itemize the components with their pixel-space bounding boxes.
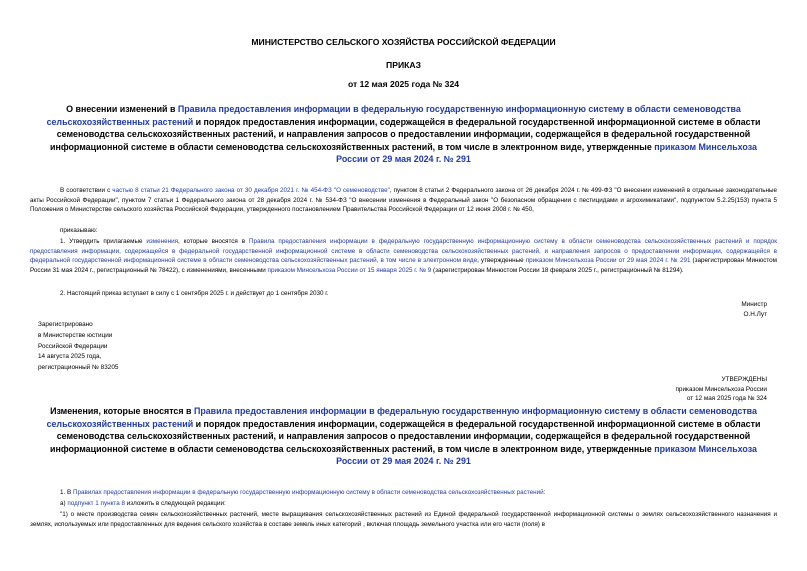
registration-line: регистрационный № 83205 bbox=[38, 364, 119, 372]
changes-title bbox=[46, 405, 761, 468]
change1a-body: "1) о месте производства семян сельскохозяйственных растений, месте выращивания сельскохозяйственных растений из Единой федеральной государственной информационной системы о землях сельскохозяйственного назначения и землях, используемых или предоставленных для ведения сельского хозяйства в составе земель иных категорий bbox=[30, 511, 777, 528]
item1-changes-link[interactable]: изменения bbox=[146, 238, 179, 245]
change1a-text-2: изложить в следующей редакции: bbox=[124, 500, 226, 507]
change-1 bbox=[30, 488, 777, 498]
item1-rules-link[interactable]: Правила предоставления информации в федеральную государственную информационную систему в области семеноводства сельскохозяйственных растений и порядок предоставления информации, содержащейся в федеральной государственной информационной системе в области семеноводства сельскохозяйственных растений, и направления запросов о предоставлении информации, содержащейся в федеральной государственной информационной системе в области семеноводства сельскохозяйственных растений, в том числе в электронном виде bbox=[30, 238, 778, 265]
item1-order-link[interactable]: приказом Минсельхоза России от 29 мая 2024 г. № 291 bbox=[525, 257, 691, 265]
changes-title-rules-link[interactable]: Правила предоставления информации в федеральную государственную информационную систему в области семеноводства сельскохозяйственных растений bbox=[46, 406, 757, 429]
title-prefix: О внесении изменений в bbox=[66, 104, 178, 114]
approved-line: от 12 мая 2025 года № 324 bbox=[686, 395, 767, 403]
title-order-link[interactable]: приказом Минсельхоза России от 29 мая 2024 г. № 291 bbox=[336, 141, 757, 165]
ministry-header: МИНИСТЕРСТВО СЕЛЬСКОГО ХОЗЯЙСТВА РОССИЙСКОЙ ФЕДЕРАЦИИ bbox=[251, 37, 556, 47]
title-middle: и порядок предоставления информации, содержащейся в федеральной государственной информационной системе в области семеноводства сельскохозяйственных растений, и направления запросов о предоставлении информации, содержащейся в федеральной государственной информационной системе в области семеноводства сельскохозяйственных растений, в том числе в электронном виде, утвержденные bbox=[50, 116, 761, 152]
preamble-text-2: , пунктом 8 статьи 2 Федерального закона от 26 декабря 2024 г. № 499-ФЗ "О внесении изменений в отдельные законодательные акты Российской Федерации", пунктом 7 статьи 1 Федерального закона от 28 декабря 2024 г. № 534-ФЗ "О внесении изменения в Федеральный закон "О безопасном обращении с пестицидами и агрохимикатами", подпунктом 5.2.25(153) пункта 5 Положения о Министерстве сельского хозяйства Российской Федерации, утвержденного постановлением Правительства Российской Федерации от 12 июня 2008 г. № 450, bbox=[30, 187, 777, 214]
item-1 bbox=[30, 237, 777, 275]
item1-text-2: , которые вносятся в bbox=[178, 238, 249, 245]
signature-block bbox=[741, 300, 767, 319]
change1-rules-link[interactable]: Правилах предоставления информации в федеральную государственную информационную систему в области семеноводства сельскохозяйственных растений bbox=[72, 489, 544, 496]
order-title bbox=[46, 103, 761, 166]
change1a-link[interactable]: подпункт 1 пункта 8 bbox=[67, 500, 125, 507]
signature-position: Министр bbox=[741, 301, 767, 308]
item1-text-4: (зарегистрирован Минюстом России 31 мая 2024 г., регистрационный № 78422), с изменениями, внесенными bbox=[30, 257, 777, 274]
change-1a bbox=[30, 499, 777, 509]
item-2: 2. Настоящий приказ вступает в силу с 1 сентября 2025 г. и действует до 1 сентября 2030 г. bbox=[60, 290, 329, 297]
item1-text-3: , утвержденные bbox=[477, 257, 526, 265]
approved-block bbox=[675, 375, 767, 404]
order-word: приказываю: bbox=[60, 227, 98, 234]
title-rules-link[interactable]: Правила предоставления информации в федеральную государственную информационную систему в области семеноводства сельскохозяйственных растений bbox=[46, 104, 741, 127]
preamble-text-1: В соответствии с bbox=[60, 187, 113, 194]
doc-date-number: от 12 мая 2025 года № 324 bbox=[347, 79, 460, 89]
change1a-tail: , включая площадь земельного участка или его части (поля) в bbox=[363, 520, 545, 528]
item1-amend-order-link[interactable]: приказом Минсельхоза России от 15 января 2025 г. № 9 bbox=[267, 266, 432, 274]
change1-text-1: 1. В bbox=[60, 489, 73, 496]
item1-text-1: 1. Утвердить прилагаемые bbox=[60, 238, 147, 245]
registration-block bbox=[38, 320, 118, 374]
preamble-paragraph bbox=[30, 186, 777, 215]
change-1a-text bbox=[30, 510, 777, 529]
approved-line: УТВЕРЖДЕНЫ bbox=[721, 376, 767, 383]
changes-title-order-link[interactable]: приказом Минсельхоза России от 29 мая 2024 г. № 291 bbox=[336, 443, 757, 467]
change1a-text-1: а) bbox=[60, 500, 68, 507]
registration-line: Российской Федерации bbox=[38, 342, 108, 350]
changes-title-prefix: Изменения, которые вносятся в bbox=[50, 406, 194, 416]
registration-line: 14 августа 2025 года, bbox=[38, 353, 102, 361]
registration-line: Зарегистрировано bbox=[38, 321, 93, 328]
preamble-law-link[interactable]: частью 8 статьи 21 Федерального закона от 30 декабря 2021 г. № 454-ФЗ "О семеноводстве" bbox=[112, 187, 390, 194]
signature-name: О.Н.Лут bbox=[743, 310, 767, 318]
registration-line: в Министерстве юстиции bbox=[38, 331, 113, 339]
doc-type: ПРИКАЗ bbox=[386, 60, 421, 70]
approved-line: приказом Минсельхоза России bbox=[675, 385, 767, 393]
change1-text-2: : bbox=[543, 489, 546, 496]
changes-title-middle: и порядок предоставления информации, содержащейся в федеральной государственной информационной системе в области семеноводства сельскохозяйственных растений, и направления запросов о предоставлении информации, содержащейся в федеральной государственной информационной системе в области семеноводства сельскохозяйственных растений, в том числе в электронном виде, утвержденные bbox=[50, 418, 761, 454]
item1-text-5: (зарегистрирован Минюстом России 18 февраля 2025 г., регистрационный № 81294). bbox=[431, 266, 684, 274]
